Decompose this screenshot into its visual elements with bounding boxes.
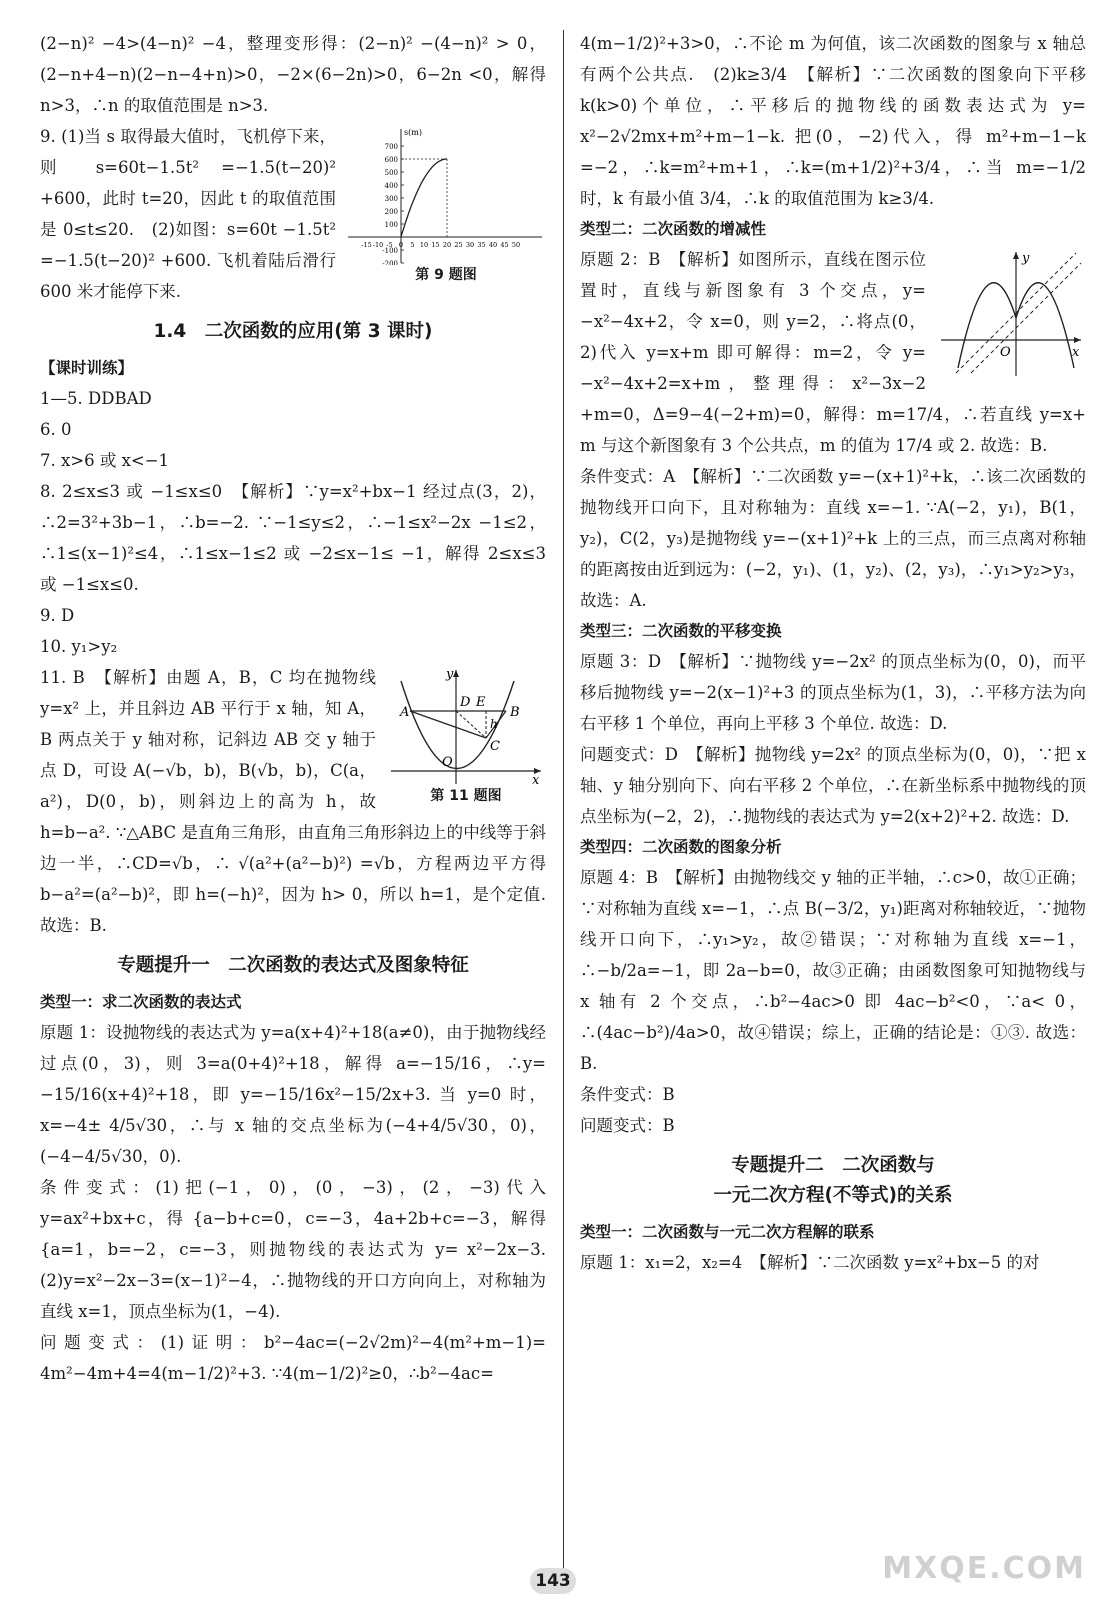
column-divider bbox=[563, 30, 564, 1575]
figure-2-diagram bbox=[936, 248, 1086, 378]
original-problem-2: 原题 2：B 【解析】如图所示，直线在图示位置时，直线与新图象有 3 个交点，y= −x²−4x+2，令 x=0，则 y=2，∴将点(0，2)代入 y=x+m 即可解得：m=2，令 y= −x²−4x+2=x+m，整理得：x²−3x−2 +m=0，Δ=9−4(−2+m)=0，解得：m=17/4，∴若直线 y=x+ m 与这个新图象有 3 个公共点，m 的值为 17/4 或 2. 故选：B. bbox=[580, 250, 1086, 455]
fig9-y-tick-label: -200 bbox=[382, 260, 398, 265]
original-problem-3: 原题 3：D 【解析】∵抛物线 y=−2x² 的顶点坐标为(0，0)，而平移后抛物线 y=−2(x−1)²+3 的顶点坐标为(1，3)，∴平移方法为向右平移 1 个单位，再向上平移 3 个单位. 故选：D. bbox=[580, 652, 1086, 733]
problem-variant-4: 问题变式：B bbox=[580, 1116, 675, 1135]
fig9-x-tick-label: 30 bbox=[465, 241, 475, 249]
fig11-d: D bbox=[460, 695, 471, 710]
condition-variant-2: 条件变式：A 【解析】∵二次函数 y=−(x+1)²+k，∴该二次函数的抛物线开口向下，且对称轴为：直线 x=−1. ∵A(−2，y₁)，B(1，y₂)，C(2，y₃)是抛物线 y=−(x+1)²+k 上的三点，而三点离对称轴的距离按由近到远为：(−2，y₁)、(1，y₂)、(2，y₃)，∴y₁>y₂>y₃，故选：A. bbox=[580, 467, 1086, 610]
type5-heading: 类型一：二次函数与一元二次方程解的联系 bbox=[580, 1223, 875, 1241]
question-11: 11. B 【解析】由题 A，B，C 均在抛物线 y=x² 上，并且斜边 AB 平行于 x 轴，知 A，B 两点关于 y 轴对称，记斜边 AB 交 y 轴于点 D，可设 A(−√b，b)，B(√b，b)，C(a，a²)，D(0，b)，则斜边上的高为 h，故 h=b−a². ∵△ABC 是直角三角形，由直角三角形斜边上的中线等于斜边一半，∴CD=√b，∴ √(a²+(a²−b)²) =√b，方程两边平方得 b−a²=(a²−b)²，即 h=(−h)²，因为 h> 0，所以 h=1，是个定值. 故选：B. bbox=[40, 668, 546, 935]
condition-variant-4: 条件变式：B bbox=[580, 1085, 675, 1104]
figure-2 bbox=[936, 248, 1086, 378]
fig9-y-tick-label: -100 bbox=[382, 247, 398, 255]
fig9-x-tick-label: 40 bbox=[488, 241, 498, 249]
answer-9: 9. D bbox=[40, 606, 75, 625]
fig9-x-tick-label: 20 bbox=[442, 241, 452, 249]
figure-9-chart bbox=[346, 125, 546, 265]
question-9: 9. (1)当 s 取得最大值时，飞机停下来，则 s=60t−1.5t² =−1.5(t−20)² +600，此时 t=20，因此 t 的取值范围是 0≤t≤20. (2)如图：s=60t −1.5t² =−1.5(t−20)² +600. 飞机着陆后滑行 600 米才能停下来. bbox=[40, 127, 336, 301]
fig9-x-tick-label: 0 bbox=[398, 241, 404, 249]
answer-7: 7. x>6 或 x<−1 bbox=[40, 451, 170, 470]
fig11-b: B bbox=[510, 705, 520, 720]
topic1-title: 专题提升一 二次函数的表达式及图象特征 bbox=[117, 955, 469, 976]
answer-6: 6. 0 bbox=[40, 420, 72, 439]
fig2-o: O bbox=[1000, 345, 1011, 360]
type4-heading: 类型四：二次函数的图象分析 bbox=[580, 838, 782, 856]
fig9-y-tick-label: 200 bbox=[384, 208, 398, 216]
problem-variant-1: 问题变式：(1)证明：b²−4ac=(−2√2m)²−4(m²+m−1)= 4m²−4m+4=4(m−1/2)²+3. ∵4(m−1/2)²≥0，∴b²−4ac= bbox=[40, 1333, 546, 1383]
answer-1-5: 1—5. DDBAD bbox=[40, 389, 152, 408]
fig11-h: h bbox=[490, 717, 498, 731]
fig9-x-tick-label: 45 bbox=[500, 241, 509, 249]
fig9-y-tick-label: 500 bbox=[384, 169, 398, 177]
fig9-y-tick-label: 400 bbox=[384, 182, 398, 190]
condition-variant-1: 条件变式：(1)把(−1，0)，(0，−3)，(2，−3)代入 y=ax²+bx+c，得 {a−b+c=0，c=−3，4a+2b+c=−3，解得 {a=1，b=−2，c=−3，则抛物线的表达式为 y= x²−2x−3. (2)y=x²−2x−3=(x−1)²−4，∴抛物线的开口方向向上，对称轴为直线 x=1，顶点坐标为(1，−4). bbox=[40, 1178, 563, 1321]
problem-variant-3: 问题变式：D 【解析】抛物线 y=2x² 的顶点坐标为(0，0)，∵把 x 轴、y 轴分别向下、向右平移 2 个单位，∴在新坐标系中抛物线的顶点坐标为(−2，2)，∴抛物线的表达式为 y=2(x+2)²+2. 故选：D. bbox=[580, 745, 1086, 826]
type1-heading: 类型一：求二次函数的表达式 bbox=[40, 993, 242, 1011]
fig11-c: C bbox=[490, 739, 500, 754]
fig9-curve bbox=[401, 159, 447, 237]
fig9-x-tick-label: 35 bbox=[477, 241, 486, 249]
fig11-a: A bbox=[400, 705, 410, 720]
figure-9-caption: 第 9 题图 bbox=[415, 267, 477, 283]
continued-right: 4(m−1/2)²+3>0，∴不论 m 为何值，该二次函数的图象与 x 轴总有两个公共点. (2)k≥3/4 【解析】∵二次函数的图象向下平移 k(k>0)个单位，∴平移后的抛物线的函数表达式为 y= x²−2√2mx+m²+m−1−k. 把(0，−2)代入，得 m²+m−1−k =−2，∴k=m²+m+1，∴k=(m+1/2)²+3/4，∴当 m=−1/2 时，k 有最小值 3/4，∴k 的取值范围为 k≥3/4. bbox=[580, 34, 1086, 208]
fig2-x: x bbox=[1072, 345, 1080, 360]
fig9-x-tick-label: 15 bbox=[431, 241, 440, 249]
fig9-x-tick-label: -5 bbox=[386, 241, 393, 249]
type3-heading: 类型三：二次函数的平移变换 bbox=[580, 622, 782, 640]
fig11-x: x bbox=[532, 773, 540, 786]
left-column bbox=[40, 28, 563, 1389]
fig9-x-tick-label: -10 bbox=[372, 241, 384, 249]
continued-text: (2−n)² −4>(4−n)² −4，整理变形得：(2−n)² −(4−n)² > 0，(2−n+4−n)(2−n−4+n)>0，−2×(6−2n)>0，6−2n <0，解得 n>3，∴n 的取值范围是 n>3. bbox=[40, 34, 546, 115]
fig9-y-tick-label: 100 bbox=[384, 221, 398, 229]
fig9-y-tick-label: 300 bbox=[384, 195, 398, 203]
fig9-x-tick-label: 10 bbox=[419, 241, 429, 249]
page-number: 143 bbox=[530, 1568, 576, 1594]
fig9-x-tick-label: -15 bbox=[361, 241, 372, 249]
figure-11-caption: 第 11 题图 bbox=[430, 788, 502, 804]
original-problem-1: 原题 1：设抛物线的表达式为 y=a(x+4)²+18(a≠0)，由于抛物线经过点(0，3)，则 3=a(0+4)²+18，解得 a=−15/16，∴y= −15/16(x+4)²+18，即 y=−15/16x²−15/2x+3. 当 y=0 时，x=−4± 4/5√30，∴与 x 轴的交点坐标为(−4+4/5√30，0)，(−4−4/5√30，0). bbox=[40, 1023, 546, 1166]
training-heading: 【课时训练】 bbox=[40, 359, 134, 377]
fig11-o: O bbox=[442, 755, 453, 770]
figure-11-diagram bbox=[386, 666, 546, 786]
topic2-title-line1: 专题提升二 二次函数与 bbox=[731, 1155, 935, 1176]
original-problem-4: 原题 4：B 【解析】由抛物线交 y 轴的正半轴，∴c>0，故①正确；∵对称轴为直线 x=−1，∴点 B(−3/2，y₁)距离对称轴较近，∵抛物线开口向下，∴y₁>y₂，故②错误；∵对称轴为直线 x=−1，∴−b/2a=−1，即 2a−b=0，故③正确；由函数图象可知抛物线与 x 轴有 2 个交点，∴b²−4ac>0 即 4ac−b²<0，∵a< 0，∴(4ac−b²)/4a>0，故④错误；综上，正确的结论是：①③. 故选：B. bbox=[580, 868, 1086, 1073]
fig9-x-tick-label: 5 bbox=[410, 241, 415, 249]
type2-heading: 类型二：二次函数的增减性 bbox=[580, 220, 767, 238]
fig9-x-tick-label: 50 bbox=[511, 241, 521, 249]
right-column bbox=[580, 28, 1086, 1278]
figure-11 bbox=[386, 666, 546, 806]
figure-9 bbox=[346, 125, 546, 285]
watermark-logo: MXQE.COM bbox=[882, 1551, 1086, 1586]
fig2-y: y bbox=[1022, 251, 1030, 266]
fig9-y-label: s(m) bbox=[404, 128, 422, 137]
fig11-e: E bbox=[476, 695, 486, 710]
fig9-y-tick-label: 600 bbox=[384, 156, 398, 164]
fig9-y-tick-label: 700 bbox=[384, 143, 398, 151]
answer-10: 10. y₁>y₂ bbox=[40, 637, 118, 656]
answer-8: 8. 2≤x≤3 或 −1≤x≤0 【解析】∵y=x²+bx−1 经过点(3，2)，∴2=3²+3b−1，∴b=−2. ∵−1≤y≤2，∴−1≤x²−2x −1≤2，∴1≤(x−1)²≤4，∴1≤x−1≤2 或 −2≤x−1≤ −1，解得 2≤x≤3 或 −1≤x≤0. bbox=[40, 482, 546, 594]
fig11-y: y bbox=[446, 667, 454, 682]
fig9-x-tick-label: 25 bbox=[454, 241, 463, 249]
section-title: 1.4 二次函数的应用(第 3 课时) bbox=[153, 321, 433, 342]
topic2-title-line2: 一元二次方程(不等式)的关系 bbox=[713, 1185, 953, 1206]
original-problem-5: 原题 1：x₁=2，x₂=4 【解析】∵二次函数 y=x²+bx−5 的对 bbox=[580, 1253, 1040, 1272]
